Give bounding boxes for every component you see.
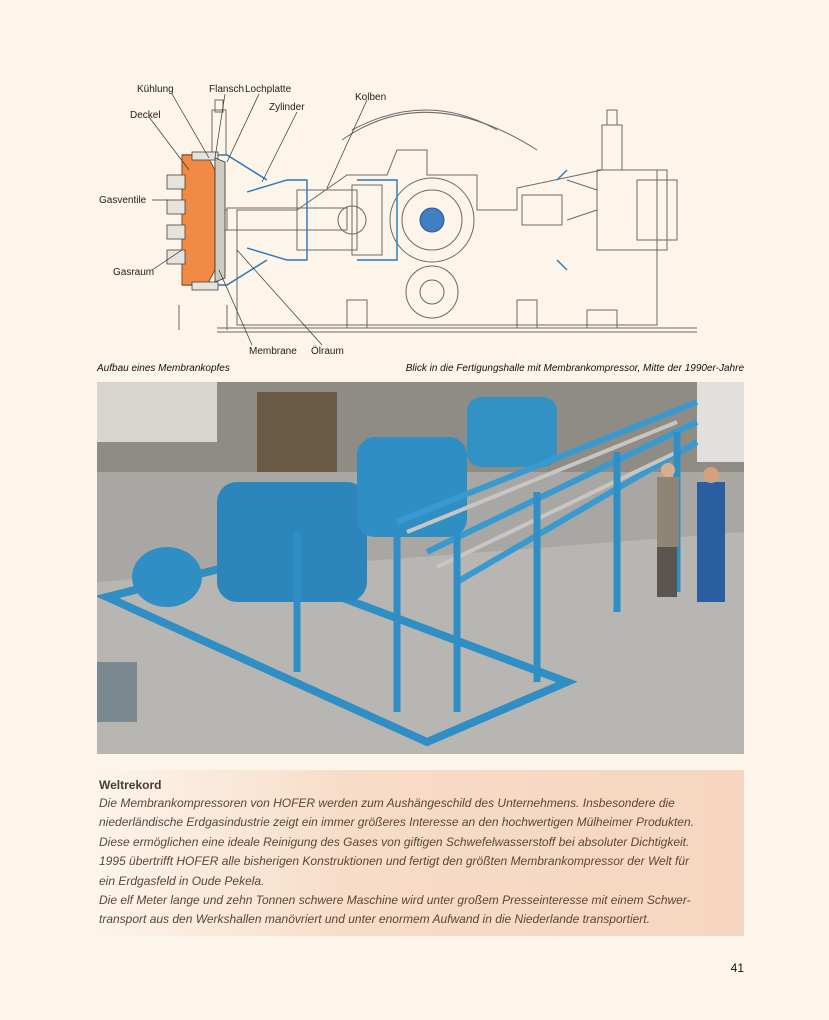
textbox-line: niederländische Erdgasindustrie zeigt ein immer größeres Interesse an den hochwertigen Mülheimer Produkten. [99, 815, 694, 830]
textbox-title: Weltrekord [99, 778, 162, 792]
label-oelraum: Ölraum [311, 346, 344, 357]
label-membrane: Membrane [249, 346, 297, 357]
textbox-line: ein Erdgasfeld in Oude Pekela. [99, 873, 265, 888]
caption-diagram: Aufbau eines Membrankopfes [97, 363, 230, 374]
label-flansch: Flansch [209, 84, 245, 95]
diagram-drawing [97, 70, 744, 362]
textbox-line: 1995 übertrifft HOFER alle bisherigen Konstruktionen und fertigt den größten Membrankompressor der Welt für [99, 854, 690, 869]
page-number: 41 [730, 961, 744, 975]
factory-hall-photo [97, 382, 744, 754]
textbox-line: Diese ermöglichen eine ideale Reinigung des Gases von giftigen Schwefelwasserstoff bei absoluter Dichtigkeit. [99, 834, 690, 849]
label-gasraum: Gasraum [113, 267, 155, 278]
label-kuehlung: Kühlung [137, 84, 174, 95]
label-deckel: Deckel [130, 110, 161, 121]
textbox-line: Die Membrankompressoren von HOFER werden zum Aushängeschild des Unternehmens. Insbesondere die [99, 796, 675, 810]
membrane-head-diagram [97, 70, 744, 362]
world-record-textbox [97, 770, 744, 936]
factory-photo-illustration [97, 382, 744, 754]
label-gasventile: Gasventile [99, 195, 147, 206]
textbox-line: Die elf Meter lange und zehn Tonnen schwere Maschine wird unter großem Presseinteresse mit einem Schwer- [99, 893, 691, 908]
label-lochplatte: Lochplatte [245, 84, 292, 95]
label-zylinder: Zylinder [269, 102, 305, 113]
textbox-line: transport aus den Werkshallen manövriert und unter enormem Aufwand in die Niederlande transportiert. [99, 912, 650, 927]
label-kolben: Kolben [355, 92, 387, 103]
caption-photo: Blick in die Fertigungshalle mit Membrankompressor, Mitte der 1990er-Jahre [405, 363, 744, 374]
